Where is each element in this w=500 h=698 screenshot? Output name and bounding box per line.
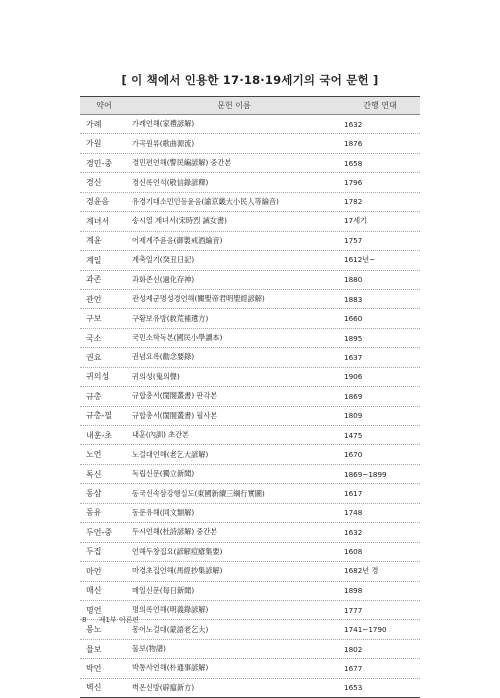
table-row bbox=[80, 290, 420, 309]
cell-year: 1741~1790 bbox=[344, 625, 387, 635]
cell-year: 1869 bbox=[344, 391, 363, 401]
table-row bbox=[80, 154, 420, 173]
cell-year: 1632 bbox=[344, 527, 363, 537]
cell-abbr: 권요 bbox=[86, 352, 102, 362]
cell-year: 1660 bbox=[344, 314, 363, 324]
cell-name: 규합총서(閨閤叢書) 판각본 bbox=[132, 391, 218, 401]
cell-name: 관성제군명성경언해(關聖帝君明聖經諺解) bbox=[132, 294, 265, 304]
cell-name: 벽온신방(辟瘟新方) bbox=[132, 682, 195, 692]
table-row bbox=[80, 679, 420, 698]
cell-abbr: 관언 bbox=[86, 294, 102, 304]
cell-year: 1617 bbox=[344, 489, 363, 499]
cell-year: 1682년 경 bbox=[344, 566, 379, 576]
cell-abbr: 계녀서 bbox=[86, 216, 110, 226]
page-footer bbox=[82, 615, 139, 625]
table-row bbox=[80, 407, 420, 426]
cell-abbr: 국소 bbox=[86, 333, 102, 343]
cell-name: 규합총서(閨閤叢書) 필사본 bbox=[132, 410, 218, 420]
cell-name: 유경기대소민인등윤음(諭京畿大小民人等綸音) bbox=[132, 196, 279, 206]
cell-name: 귀의성(鬼의聲) bbox=[132, 371, 180, 381]
cell-year: 1802 bbox=[344, 644, 363, 654]
cell-abbr: 동유 bbox=[86, 508, 102, 518]
header-name: 문헌 이름 bbox=[217, 101, 251, 110]
table-row bbox=[80, 251, 420, 270]
cell-year: 1670 bbox=[344, 450, 363, 460]
cell-abbr: 계일 bbox=[86, 255, 102, 265]
table-row bbox=[80, 426, 420, 445]
table-row bbox=[80, 465, 420, 484]
cell-name: 동국신속삼강행실도(東國新續三綱行實圖) bbox=[132, 488, 265, 498]
cell-name: 가례언해(家禮諺解) bbox=[132, 119, 195, 129]
cell-year: 1658 bbox=[344, 158, 363, 168]
cell-year: 17세기 bbox=[344, 216, 368, 226]
cell-abbr: 마언 bbox=[86, 566, 102, 576]
cell-name: 몽어노걸대(蒙語老乞大) bbox=[132, 624, 209, 634]
cell-abbr: 귀의성 bbox=[86, 372, 110, 382]
table-row bbox=[80, 523, 420, 542]
cell-year: 1895 bbox=[344, 333, 363, 343]
cell-year: 1906 bbox=[344, 372, 363, 382]
cell-name: 가곡원류(歌曲源流) bbox=[132, 138, 195, 148]
cell-name: 계축일기(癸丑日記) bbox=[132, 255, 195, 265]
cell-abbr: 노언 bbox=[86, 450, 102, 460]
cell-abbr: 가례 bbox=[86, 119, 102, 129]
table-row bbox=[80, 134, 420, 153]
table-row bbox=[80, 329, 420, 348]
cell-name: 박통사언해(朴通事諺解) bbox=[132, 663, 209, 673]
cell-abbr: 벽신 bbox=[86, 683, 102, 693]
table-row bbox=[80, 582, 420, 601]
table-row bbox=[80, 271, 420, 290]
cell-name: 어제계주윤음(御製戒酒綸音) bbox=[132, 235, 223, 245]
cell-abbr: 가원 bbox=[86, 139, 102, 149]
cell-abbr: 계윤 bbox=[86, 236, 102, 246]
table-row bbox=[80, 232, 420, 251]
cell-year: 1898 bbox=[344, 586, 363, 596]
cell-year: 1883 bbox=[344, 294, 363, 304]
cell-name: 경민편언해(警民編諺解) 중간본 bbox=[132, 158, 232, 168]
cell-name: 동문유해(同文類解) bbox=[132, 507, 195, 517]
cell-name: 마경초집언해(馬經抄集諺解) bbox=[132, 566, 223, 576]
header-abbr: 약어 bbox=[96, 101, 112, 110]
table-row bbox=[80, 484, 420, 503]
cell-name: 명의록언해(明義錄諺解) bbox=[132, 605, 209, 615]
cell-year: 1637 bbox=[344, 352, 363, 362]
cell-abbr: 내훈-초 bbox=[86, 430, 113, 440]
table-row bbox=[80, 543, 420, 562]
cell-year: 1876 bbox=[344, 139, 363, 149]
cell-name: 송시열 계녀서(宋時烈 誡女書) bbox=[132, 216, 227, 226]
cell-name: 매일신문(每日新聞) bbox=[132, 585, 195, 595]
cell-year: 1677 bbox=[344, 663, 363, 673]
cell-abbr: 명언 bbox=[86, 605, 102, 615]
cell-year: 1809 bbox=[344, 411, 363, 421]
cell-abbr: 두언-중 bbox=[86, 527, 113, 537]
cell-year: 1880 bbox=[344, 275, 363, 285]
cell-name: 국민소학독본(國民小學讀本) bbox=[132, 333, 223, 343]
cell-abbr: 경신 bbox=[86, 178, 102, 188]
section-label: 제1부 이론편 bbox=[98, 616, 140, 624]
cell-abbr: 두집 bbox=[86, 547, 102, 557]
table-row bbox=[80, 212, 420, 231]
cell-abbr: 경민-중 bbox=[86, 158, 113, 168]
cell-abbr: 몽노 bbox=[86, 625, 102, 635]
cell-name: 독립신문(獨立新聞) bbox=[132, 469, 195, 479]
table-row bbox=[80, 173, 420, 192]
table-header bbox=[80, 97, 420, 115]
cell-year: 1475 bbox=[344, 430, 363, 440]
cell-abbr: 구보 bbox=[86, 314, 102, 324]
literature-table bbox=[80, 96, 420, 698]
page-number: 8 bbox=[82, 616, 87, 624]
cell-name: 노걸대언해(老乞大諺解) bbox=[132, 449, 209, 459]
table-row bbox=[80, 504, 420, 523]
cell-year: 1653 bbox=[344, 683, 363, 693]
cell-year: 1777 bbox=[344, 605, 363, 615]
cell-name: 두시언해(杜詩諺解) 중간본 bbox=[132, 527, 218, 537]
cell-year: 1608 bbox=[344, 547, 363, 557]
cell-year: 1632 bbox=[344, 119, 363, 129]
cell-name: 내훈(內訓) 초간본 bbox=[132, 430, 189, 440]
cell-name: 과화존신(過化存神) bbox=[132, 274, 195, 284]
cell-year: 1796 bbox=[344, 178, 363, 188]
cell-name: 권념요록(勸念要錄) bbox=[132, 352, 195, 362]
table-row bbox=[80, 562, 420, 581]
cell-name: 구황보유방(救荒補遺方) bbox=[132, 313, 209, 323]
table-row bbox=[80, 445, 420, 464]
cell-abbr: 과존 bbox=[86, 275, 102, 285]
cell-abbr: 경윤음 bbox=[86, 197, 110, 207]
table-row bbox=[80, 387, 420, 406]
cell-abbr: 매신 bbox=[86, 586, 102, 596]
table-title: [ 이 책에서 인용한 17·18·19세기의 국어 문헌 ] bbox=[121, 73, 379, 87]
table-row bbox=[80, 193, 420, 212]
cell-abbr: 규총 bbox=[86, 391, 102, 401]
table-row bbox=[80, 659, 420, 678]
cell-year: 1869~1899 bbox=[344, 469, 387, 479]
table-body bbox=[80, 115, 420, 698]
cell-abbr: 물보 bbox=[86, 644, 102, 654]
cell-year: 1612년~ bbox=[344, 255, 376, 265]
table-row bbox=[80, 368, 420, 387]
cell-year: 1757 bbox=[344, 236, 363, 246]
cell-name: 물보(物譜) bbox=[132, 644, 166, 654]
cell-abbr: 규총-필 bbox=[86, 411, 113, 421]
table-row bbox=[80, 309, 420, 328]
cell-name: 경신록언석(敬信錄諺釋) bbox=[132, 177, 209, 187]
cell-year: 1748 bbox=[344, 508, 363, 518]
cell-abbr: 박언 bbox=[86, 663, 102, 673]
table-row bbox=[80, 640, 420, 659]
header-year: 간행 연대 bbox=[363, 101, 397, 110]
cell-abbr: 독신 bbox=[86, 469, 102, 479]
cell-abbr: 동삼 bbox=[86, 489, 102, 499]
cell-name: 언해두창집요(諺解痘瘡集要) bbox=[132, 546, 223, 556]
table-row bbox=[80, 115, 420, 134]
cell-year: 1782 bbox=[344, 197, 363, 207]
table-row bbox=[80, 348, 420, 367]
